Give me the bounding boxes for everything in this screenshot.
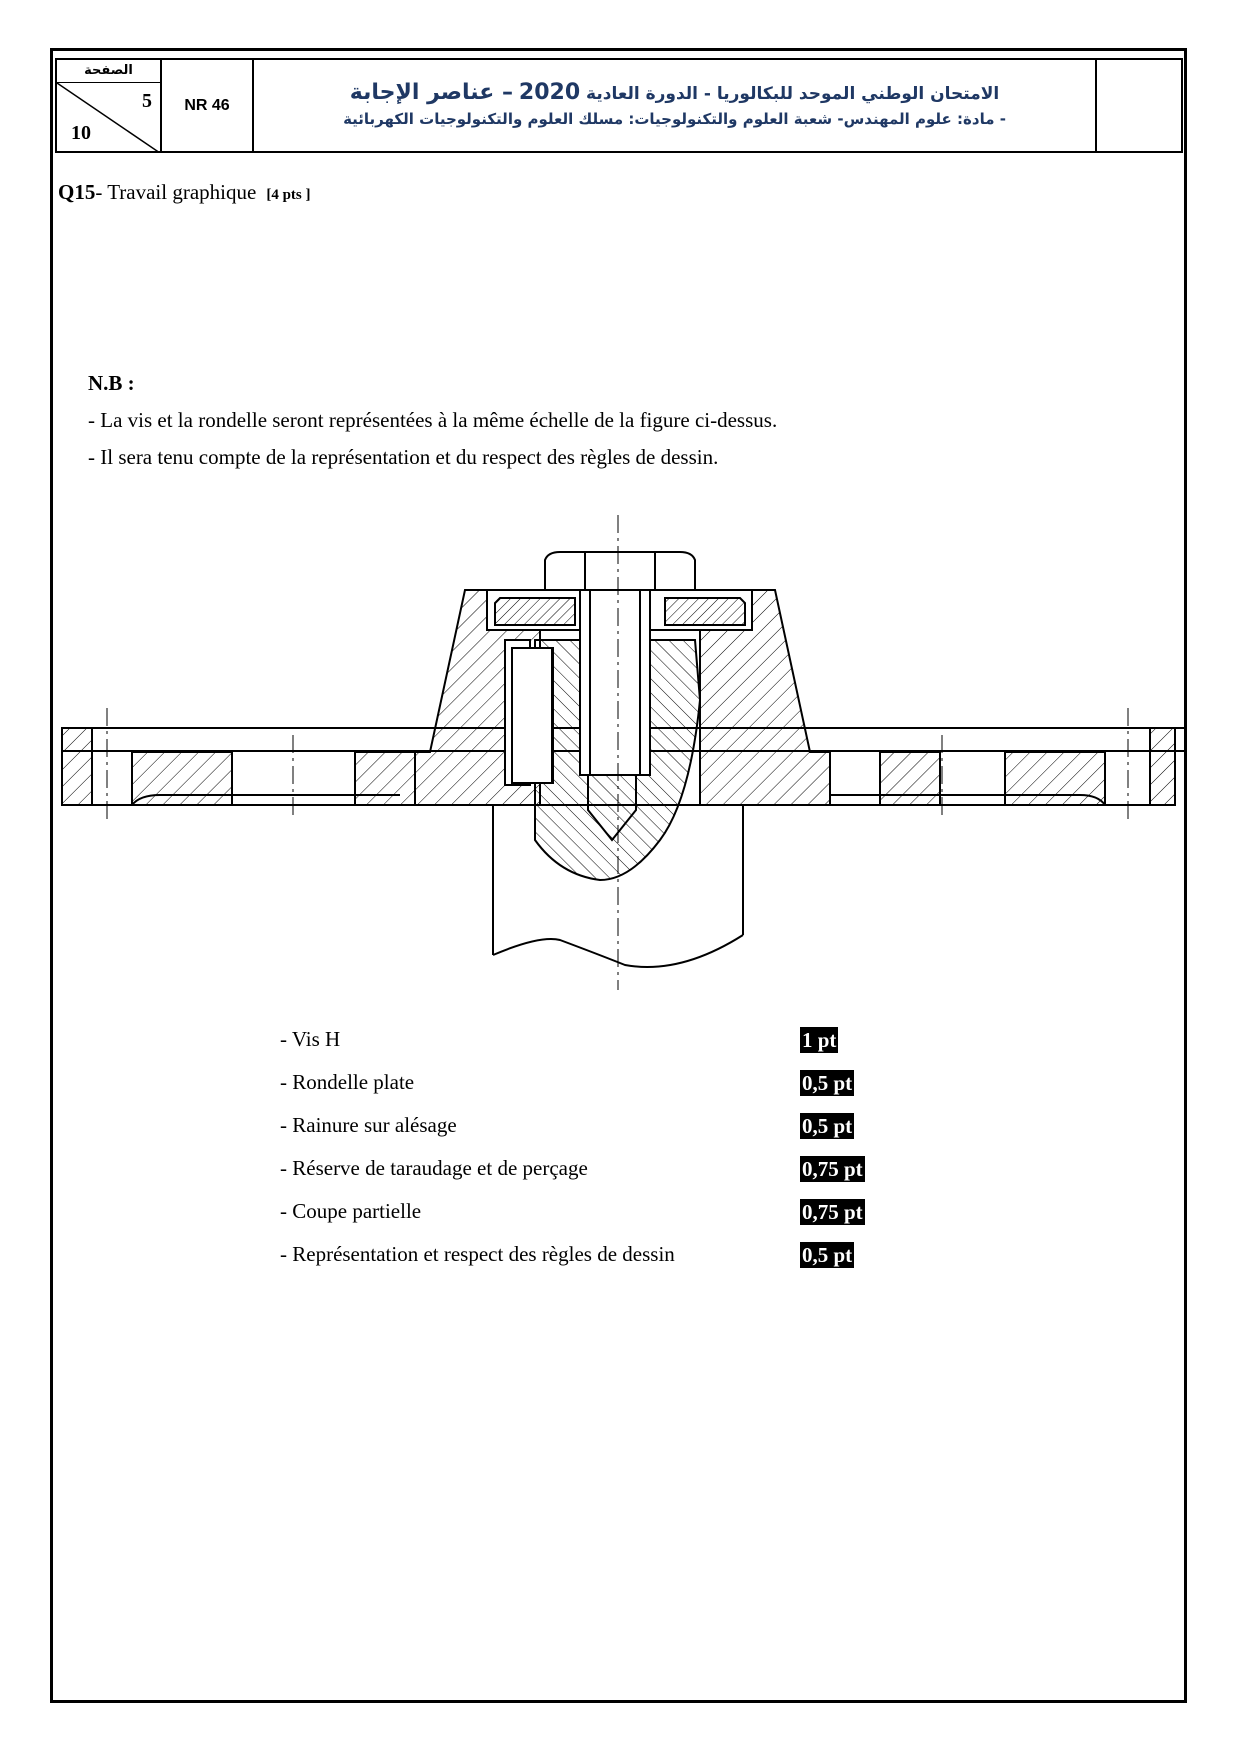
exam-answer-key: – عناصر الإجابة <box>349 80 513 105</box>
exam-title-box <box>254 60 1097 151</box>
nb-line: - La vis et la rondelle seront représentées à la même échelle de la figure ci-dessus. <box>88 408 778 432</box>
grading-row <box>280 1233 880 1276</box>
exam-title-text: الامتحان الوطني الموحد للبكالوريا - الدورة العادية <box>586 84 1000 104</box>
exam-header <box>55 58 1183 153</box>
grading-points: 0,5 pt <box>802 1070 853 1095</box>
nb-line: - Il sera tenu compte de la représentation et du respect des règles de dessin. <box>88 445 719 469</box>
key <box>512 648 552 783</box>
grading-row <box>280 1190 880 1233</box>
page-label: الصفحة <box>57 60 160 83</box>
exam-code: NR 46 <box>162 60 254 151</box>
grading-points: 0,5 pt <box>802 1242 853 1267</box>
grading-label: - Réserve de taraudage et de perçage <box>280 1156 588 1180</box>
grading-row <box>280 1061 880 1104</box>
nb-heading: N.B : <box>88 371 135 395</box>
grading-label: - Vis H <box>280 1027 341 1051</box>
grading-label: - Coupe partielle <box>280 1199 422 1223</box>
grading-points: 1 pt <box>802 1027 837 1052</box>
question-text: - Travail graphique <box>95 180 257 204</box>
technical-drawing <box>55 510 1185 1000</box>
grading-points: 0,75 pt <box>802 1199 863 1224</box>
header-blank-box <box>1097 60 1181 151</box>
exam-title <box>350 80 999 107</box>
grading-row <box>280 1147 880 1190</box>
page-number: 5 <box>142 90 152 112</box>
question-points: [4 pts ] <box>266 187 311 203</box>
page-number-box <box>57 60 162 151</box>
question-number: Q15 <box>58 180 96 204</box>
exam-subtitle: - مادة: علوم المهندس- شعبة العلوم والتكنولوجيات: مسلك العلوم والتكنولوجيات الكهربائية <box>343 110 1006 128</box>
grading-scheme <box>280 1018 880 1276</box>
page-total: 10 <box>71 122 91 144</box>
grading-points: 0,75 pt <box>802 1156 863 1181</box>
grading-label: - Rainure sur alésage <box>280 1113 457 1137</box>
nota-bene <box>88 365 777 476</box>
grading-row <box>280 1018 880 1061</box>
grading-row <box>280 1104 880 1147</box>
grading-points: 0,5 pt <box>802 1113 853 1138</box>
grading-label: - Représentation et respect des règles de dessin <box>280 1242 675 1266</box>
grading-label: - Rondelle plate <box>280 1070 415 1094</box>
exam-year: 2020 <box>518 80 581 105</box>
question-title <box>58 180 311 205</box>
